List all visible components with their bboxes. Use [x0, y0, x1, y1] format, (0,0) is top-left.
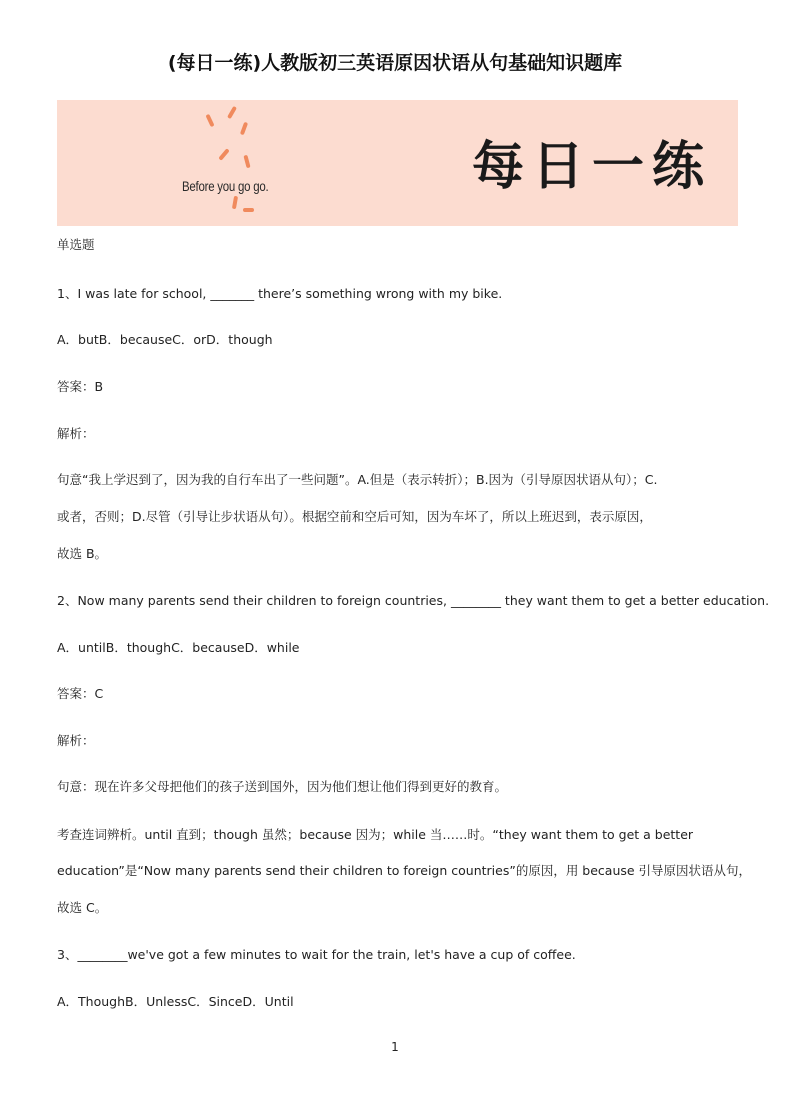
analysis-line: 句意“我上学迟到了，因为我的自行车出了一些问题”。A.但是（表示转折）；B.因为（引导原因状语从句）；C. — [57, 472, 658, 487]
question-stem: 2、Now many parents send their children to foreign countries, ________ they want them to get a better education. — [57, 593, 770, 608]
banner-heading: 每日一练 — [472, 137, 713, 197]
analysis-line: 故选 B。 — [57, 546, 108, 561]
question-options: A．ThoughB．UnlessC．SinceD．Until — [57, 994, 294, 1009]
analysis-line: 或者，否则；D.尽管（引导让步状语从句）。根据空前和空后可知，因为车坏了，所以上班迟到，表示原因， — [57, 509, 652, 524]
analysis-line: 考查连词辨析。until 直到；though 虽然；because 因为；while 当……时。“they want them to get a better — [57, 827, 694, 842]
decorative-dash — [227, 106, 237, 119]
section-label: 单选题 — [57, 237, 95, 252]
decorative-dash — [205, 114, 214, 127]
analysis-label: 解析： — [57, 426, 95, 441]
daily-practice-banner — [57, 100, 738, 226]
question-options: A．butB．becauseC．orD．though — [57, 332, 273, 347]
question-stem: 3、________we've got a few minutes to wait for the train, let's have a cup of coffee. — [57, 947, 576, 962]
page-number: 1 — [391, 1040, 399, 1054]
analysis-label: 解析： — [57, 733, 95, 748]
decorative-dash — [232, 196, 238, 209]
decorative-dash — [243, 208, 254, 212]
decorative-dash — [240, 122, 248, 136]
question-answer: 答案：B — [57, 379, 104, 394]
document-title: (每日一练)人教版初三英语原因状语从句基础知识题库 — [167, 52, 623, 74]
banner-tagline: Before you go go. — [182, 178, 269, 194]
analysis-line: education”是“Now many parents send their children to foreign countries”的原因，用 because 引导原因状语从句， — [57, 863, 752, 878]
question-answer: 答案：C — [57, 686, 104, 701]
analysis-line: 句意：现在许多父母把他们的孩子送到国外，因为他们想让他们得到更好的教育。 — [57, 779, 508, 794]
question-options: A．untilB．thoughC．becauseD．while — [57, 640, 300, 655]
question-stem: 1、I was late for school, _______ there’s something wrong with my bike. — [57, 286, 503, 301]
decorative-dash — [218, 148, 229, 161]
decorative-dash — [243, 155, 250, 169]
analysis-line: 故选 C。 — [57, 900, 108, 915]
